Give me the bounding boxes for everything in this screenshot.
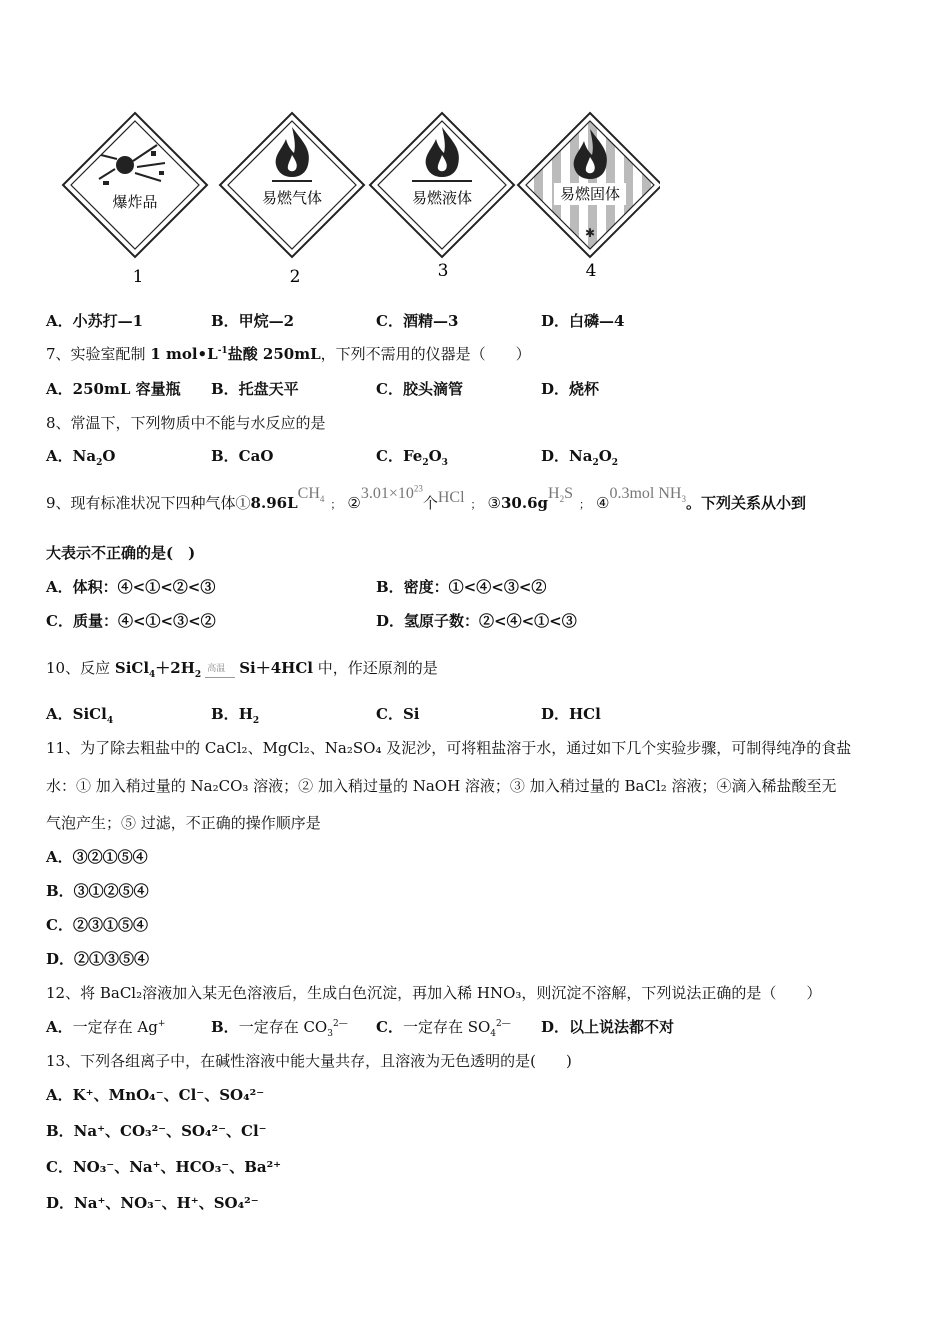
q11-option-c: C．②③①⑤④ [46, 916, 148, 934]
q7-option-b: B．托盘天平 [211, 380, 299, 398]
explosion-icon [99, 145, 165, 185]
q6-option-d: D．白磷—4 [541, 312, 625, 330]
sign-label: 易燃固体 [559, 185, 621, 203]
q10-option-d: D．HCl [541, 705, 601, 723]
q11-stem-line2: 水：① 加入稍过量的 Na₂CO₃ 溶液；② 加入稍过量的 NaOH 溶液；③ 加入稍过量的 BaCl₂ 溶液；④滴入稀盐酸至无 [46, 777, 837, 795]
q11-option-a: A．③②①⑤④ [46, 848, 148, 866]
reaction-condition: 高温 [207, 664, 226, 674]
flammable-liquid-sign [370, 113, 514, 257]
q10-option-a: A．SiCl$_4$ [46, 705, 114, 726]
flammable-gas-sign [220, 113, 364, 257]
q9-option-c: C．质量：④<①<③<② [46, 612, 216, 630]
q8-stem: 8、常温下，下列物质中不能与水反应的是 [46, 414, 326, 432]
q13-option-c: C．NO₃⁻、Na⁺、HCO₃⁻、Ba²⁺ [46, 1158, 282, 1176]
q8-option-b: B．CaO [211, 447, 274, 465]
q12-option-d: D．以上说法都不对 [541, 1018, 675, 1036]
q8-option-d: D．$Na_2O_2$ [541, 447, 619, 468]
q12-option-a: A．一定存在 Ag+ [46, 1018, 166, 1036]
svg-text:✱: ✱ [584, 226, 596, 240]
sign-label: 易燃液体 [411, 189, 473, 207]
sign-label: 易燃气体 [261, 189, 323, 207]
q8-option-c: C．$Fe_2O_3$ [376, 447, 448, 468]
q12-option-c: C．一定存在 $SO_4^{2—}$ [376, 1018, 511, 1039]
sign-number: 4 [585, 261, 597, 281]
q11-option-d: D．②①③⑤④ [46, 950, 150, 968]
q7-option-a: A．250mL 容量瓶 [46, 380, 181, 398]
q10-stem: 10、反应 $SiCl_4+2H_2$ 高温 Si＋4HCl 中，作还原剂的是 [46, 659, 438, 680]
q6-option-a: A．小苏打—1 [46, 312, 144, 330]
q10-option-b: B．$H_2$ [211, 705, 260, 726]
q13-stem: 13、下列各组离子中，在碱性溶液中能大量共存，且溶液为无色透明的是( ) [46, 1052, 572, 1070]
sign-label: 爆炸品 [112, 193, 158, 211]
hazard-signs-figure [60, 110, 660, 290]
q6-option-c: C．酒精—3 [376, 312, 459, 330]
explosive-sign [63, 113, 207, 257]
q9-option-b: B．密度：①<④<③<② [376, 578, 547, 596]
q10-option-c: C．Si [376, 705, 420, 723]
q8-option-a: A．$Na_2O$ [46, 447, 116, 468]
q11-stem-line3: 气泡产生；⑤ 过滤，不正确的操作顺序是 [46, 814, 321, 832]
sign-number: 3 [437, 261, 449, 281]
q13-option-d: D．Na⁺、NO₃⁻、H⁺、SO₄²⁻ [46, 1194, 259, 1212]
sign-number: 2 [289, 267, 301, 287]
q12-stem: 12、将 BaCl₂溶液加入某无色溶液后，生成白色沉淀，再加入稀 HNO₃，则沉淀不溶解，下列说法正确的是（ ） [46, 984, 822, 1002]
q11-stem-line1: 11、为了除去粗盐中的 CaCl₂、MgCl₂、Na₂SO₄ 及泥沙，可将粗盐溶于水，通过如下几个实验步骤，可制得纯净的食盐 [46, 739, 852, 757]
q13-option-a: A．K⁺、MnO₄⁻、Cl⁻、SO₄²⁻ [46, 1086, 265, 1104]
q7-option-d: D．烧杯 [541, 380, 600, 398]
q7-option-c: C．胶头滴管 [376, 380, 463, 398]
q9-option-a: A．体积：④<①<②<③ [46, 578, 216, 596]
q9-stem-line2: 大表示不正确的是( ) [46, 544, 196, 562]
sign-number: 1 [132, 267, 144, 287]
q7-stem: 7、实验室配制 1 $mol•L^{-1}$盐酸 250mL，下列不需用的仪器是（ ） [46, 345, 531, 363]
q6-option-b: B．甲烷—2 [211, 312, 295, 330]
q9-option-d: D．氢原子数：②<④<①<③ [376, 612, 577, 630]
q9-stem-line1: 9、现有标准状况下四种气体$①8.96LCH_4$ ； $②3.01\times 10^{23}$个HCl ； $③30.6gH_2S$； ④0.3mol $NH_3$。下列关系从小到 [46, 483, 806, 512]
flammable-solid-sign [518, 113, 660, 257]
q11-option-b: B．③①②⑤④ [46, 882, 149, 900]
q12-option-b: B．一定存在 $CO_3^{2—}$ [211, 1018, 348, 1039]
q13-option-b: B．Na⁺、CO₃²⁻、SO₄²⁻、Cl⁻ [46, 1122, 267, 1140]
